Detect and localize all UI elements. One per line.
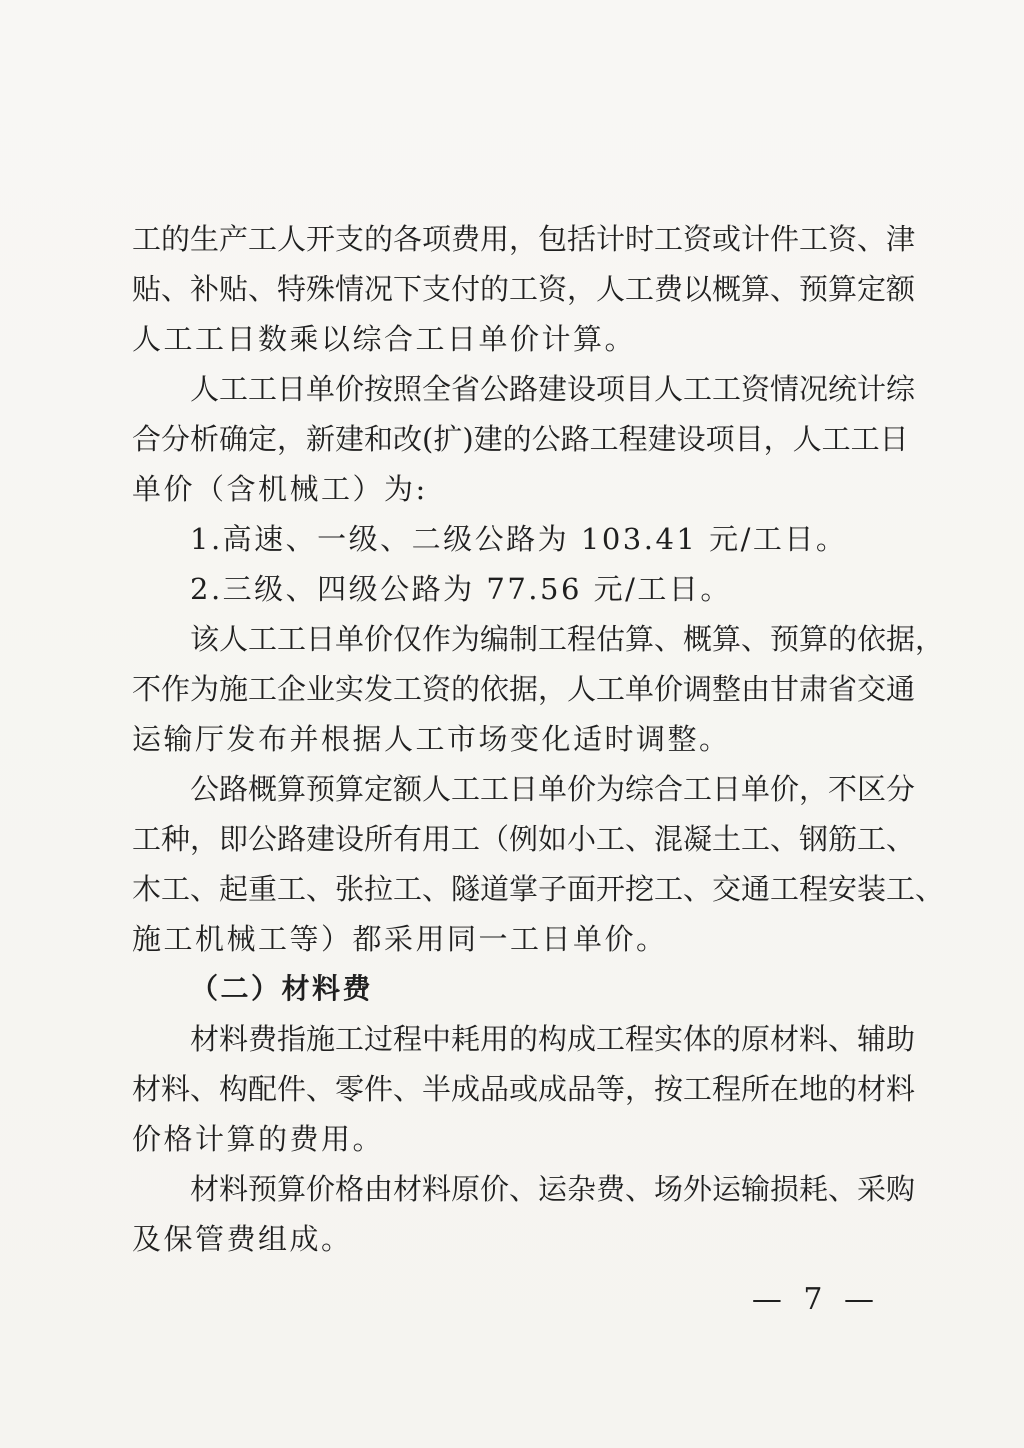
paragraph-line: 运输厅发布并根据人工市场变化适时调整。 — [132, 722, 731, 756]
paragraph-line: 贴、补贴、特殊情况下支付的工资，人工费以概算、预算定额 — [132, 272, 916, 306]
paragraph-line: 工种，即公路建设所有用工（例如小工、混凝土工、钢筋工、 — [132, 822, 916, 856]
section-heading: （二）材料费 — [190, 972, 374, 1005]
paragraph-line: 单价（含机械工）为: — [132, 472, 428, 506]
list-item: 2.三级、四级公路为 77.56 元/工日。 — [190, 572, 732, 606]
paragraph-line: 该人工工日单价仅作为编制工程估算、概算、预算的依据， — [190, 622, 945, 656]
paragraph-line: 及保管费组成。 — [132, 1222, 353, 1256]
paragraph-line: 施工机械工等）都采用同一工日单价。 — [132, 922, 668, 956]
paragraph-line: 材料预算价格由材料原价、运杂费、场外运输损耗、采购 — [190, 1172, 916, 1206]
paragraph-line: 人工工日单价按照全省公路建设项目人工工资情况统计综 — [190, 372, 916, 406]
paragraph-line: 不作为施工企业实发工资的依据，人工单价调整由甘肃省交通 — [132, 672, 916, 706]
paragraph-line: 公路概算预算定额人工工日单价为综合工日单价，不区分 — [190, 772, 916, 806]
page-number: — 7 — — [751, 1282, 880, 1317]
paragraph-line: 材料费指施工过程中耗用的构成工程实体的原材料、辅助 — [190, 1022, 916, 1056]
paragraph-line: 材料、构配件、零件、半成品或成品等，按工程所在地的材料 — [132, 1072, 916, 1106]
paragraph-line: 合分析确定，新建和改(扩)建的公路工程建设项目，人工工日 — [132, 422, 909, 456]
body-text — [132, 214, 945, 1264]
list-item: 1.高速、一级、二级公路为 103.41 元/工日。 — [190, 522, 848, 556]
paragraph-line: 木工、起重工、张拉工、隧道掌子面开挖工、交通工程安装工、 — [132, 872, 945, 906]
paragraph-line: 人工工日数乘以综合工日单价计算。 — [132, 322, 637, 356]
paragraph-line: 工的生产工人开支的各项费用，包括计时工资或计件工资、津 — [132, 222, 916, 256]
paragraph-line: 价格计算的费用。 — [132, 1122, 385, 1156]
